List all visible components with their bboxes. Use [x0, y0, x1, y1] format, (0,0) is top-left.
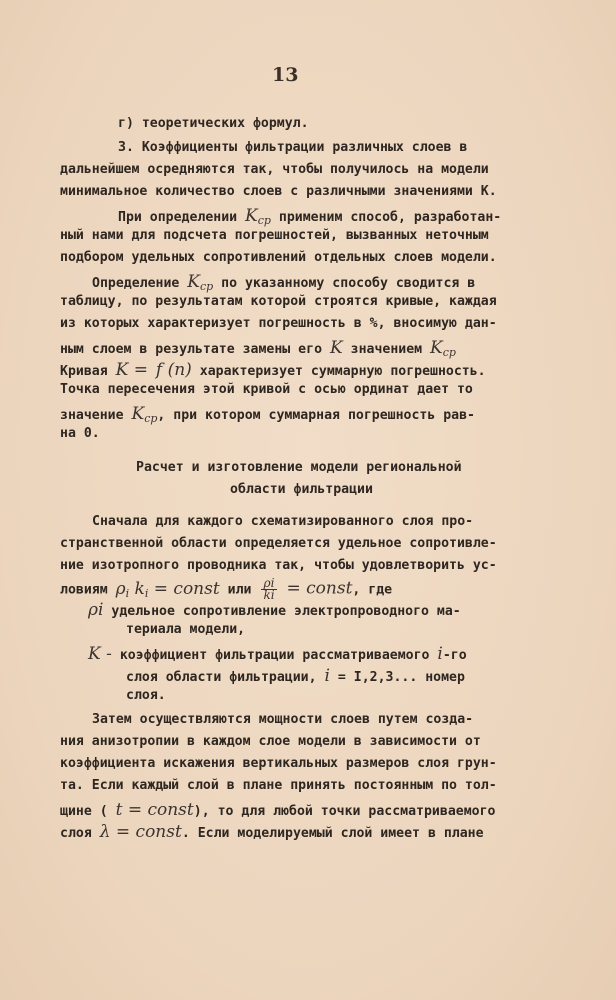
- handwritten-rho: ρi: [88, 600, 104, 620]
- text-line: [60, 338, 456, 359]
- text-span: ), то для любой точки рассматриваемого: [193, 804, 496, 819]
- text-span: Определение: [92, 276, 180, 291]
- text-span: ловиям: [60, 582, 108, 598]
- text-line: [60, 822, 484, 842]
- handwritten-k-cp: [430, 338, 456, 358]
- hw-subscript: ср: [257, 214, 271, 227]
- handwritten-t-const: t = const: [115, 800, 194, 820]
- fraction-denominator: ki: [263, 588, 275, 602]
- handwritten-rho-k: [116, 579, 220, 599]
- text-line: ный нами для подсчета погрешностей, вызванных неточным: [60, 228, 489, 243]
- text-line: дальнейшем осредняются так, чтобы получилось на модели: [60, 162, 489, 177]
- text-span: . Если моделируемый слой имеет в плане: [181, 826, 484, 841]
- text-span: слоя области фильтрации,: [126, 670, 317, 685]
- text-line: подбором удельных сопротивлений отдельных слоев модели.: [60, 250, 497, 265]
- text-line: странственной области определяется удельное сопротивле-: [60, 536, 497, 551]
- fraction-numerator: ρi: [261, 578, 276, 590]
- hw-letter: ρ: [115, 578, 126, 599]
- handwritten-k-dash: K -: [88, 644, 112, 664]
- hw-subscript: ср: [200, 280, 214, 293]
- handwritten-k: K: [329, 338, 343, 358]
- text-line: ние изотропного проводника так, чтобы удовлетворить ус-: [60, 558, 497, 573]
- text-span: , при котором суммарная погрешность: [157, 408, 436, 423]
- handwritten-const: = const: [286, 578, 353, 599]
- text-line: г) теоретических формул.: [118, 116, 309, 131]
- text-span: или: [227, 582, 252, 598]
- text-line: коэффициента искажения вертикальных размеров слоя грун-: [60, 756, 497, 771]
- text-span: Кривая: [60, 364, 108, 379]
- handwritten-i: i: [437, 644, 443, 664]
- text-span: -го: [442, 648, 467, 663]
- handwritten-fraction: [261, 578, 276, 601]
- text-span: значением: [350, 342, 423, 357]
- text-span: рав-: [443, 408, 475, 423]
- hw-subscript: i: [144, 586, 149, 600]
- text-span: слоя: [60, 826, 92, 841]
- text-span: При определении: [118, 210, 238, 225]
- text-line: таблицу, по результатам которой строятся кривые, каждая: [60, 294, 497, 309]
- handwritten-k-eq: K =: [115, 360, 148, 380]
- text-line: [126, 666, 465, 686]
- hw-letter: k: [134, 578, 145, 599]
- text-line: на 0.: [60, 426, 100, 441]
- hw-letter: K: [131, 404, 145, 424]
- hw-subscript: i: [125, 586, 130, 600]
- text-span: по указанному способу сводится в: [221, 276, 476, 291]
- text-span: удельное сопротивление электропроводного ма-: [111, 604, 461, 619]
- hw-const: = const: [153, 578, 220, 599]
- hw-subscript: ср: [442, 346, 456, 359]
- section-heading: области фильтрации: [230, 482, 373, 497]
- text-line: из которых характеризует погрешность в %, вносимую дан-: [60, 316, 497, 331]
- text-span: характеризует суммарную погрешность.: [199, 364, 486, 379]
- hw-subscript: ср: [144, 412, 158, 425]
- text-span: щине (: [60, 804, 108, 819]
- text-span: ным слоем в результате замены его: [60, 342, 323, 357]
- text-line: 3. Коэффициенты фильтрации различных слоев в: [118, 140, 468, 155]
- hw-letter: K: [245, 206, 258, 226]
- text-line: [60, 578, 392, 601]
- text-line: [60, 360, 486, 380]
- handwritten-k-cp: [245, 206, 271, 226]
- handwritten-f-n: f (n): [155, 360, 192, 380]
- text-span: коэффициент фильтрации рассматриваемого: [119, 648, 430, 663]
- section-heading: Расчет и изготовление модели региональной: [136, 460, 462, 475]
- handwritten-lambda-const: λ = const: [99, 822, 182, 842]
- text-line: ния анизотропии в каждом слое модели в зависимости от: [60, 734, 481, 749]
- text-line: [92, 272, 475, 293]
- text-line: Затем осуществляются мощности слоев путем созда-: [92, 712, 474, 727]
- hw-letter: K: [430, 338, 443, 358]
- text-line: [88, 600, 461, 620]
- handwritten-k-cp: [187, 272, 213, 292]
- text-line: [118, 206, 501, 227]
- text-line: [60, 404, 475, 425]
- text-span: = I,2,3... номер: [337, 670, 465, 685]
- text-line: та. Если каждый слой в плане принять постоянным по тол-: [60, 778, 497, 793]
- text-line: слоя.: [126, 688, 166, 703]
- text-line: [88, 644, 467, 664]
- hw-letter: K: [187, 272, 200, 292]
- text-span: применим способ, разработан-: [278, 210, 502, 225]
- text-line: Сначала для каждого схематизированного слоя про-: [92, 514, 474, 529]
- text-line: минимальное количество слоев с различными значениями K.: [60, 184, 497, 199]
- text-span: , где: [352, 582, 393, 598]
- text-line: териала модели,: [126, 622, 246, 637]
- text-line: Точка пересечения этой кривой с осью ординат дает то: [60, 382, 473, 397]
- handwritten-i: i: [324, 666, 330, 686]
- text-line: [60, 800, 495, 820]
- page-number: 13: [272, 64, 299, 86]
- handwritten-k-cp: [131, 404, 157, 424]
- text-span: значение: [60, 408, 124, 423]
